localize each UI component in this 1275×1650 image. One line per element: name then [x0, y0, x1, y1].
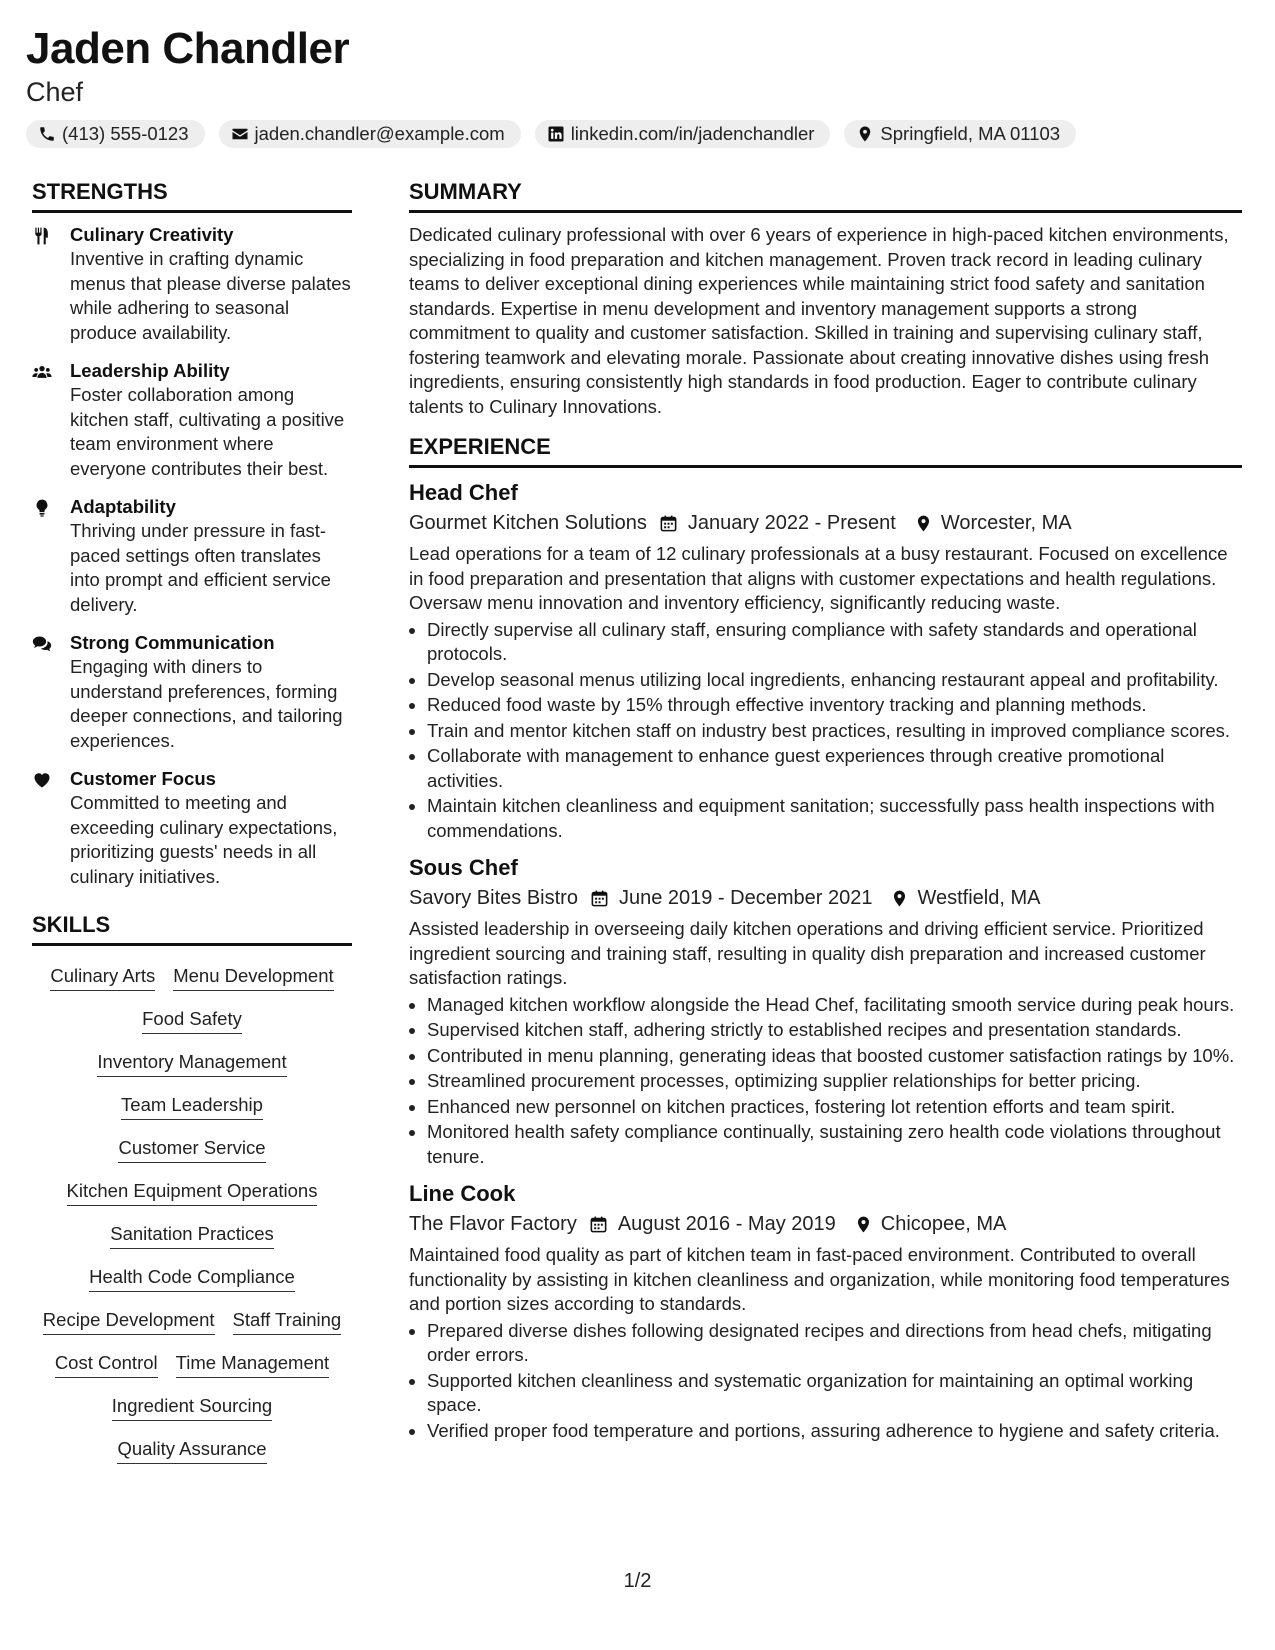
comments-icon [32, 634, 52, 654]
job-bullets [409, 993, 1242, 1170]
job-location: Westfield, MA [917, 887, 1041, 909]
strength-title: Leadership Ability [70, 360, 230, 381]
job-desc: Maintained food quality as part of kitchen team in fast-paced environment. Contributed to overall functionality by assisting in kitchen cleanliness and organization, while monitoring food temperatures and portion sizes according to standards. [409, 1244, 1230, 1314]
location-pin-icon [914, 514, 933, 533]
job-location: Worcester, MA [940, 512, 1072, 534]
envelope-icon [231, 125, 249, 143]
contact-linkedin-text: linkedin.com/in/jadenchandler [570, 123, 815, 144]
skill-tag: Kitchen Equipment Operations [67, 1179, 318, 1206]
job-bullet: • Collaborate with management to enhance guest experiences through creative promotional activities. [427, 744, 1242, 793]
job-meta [409, 508, 1242, 538]
resume-header [26, 22, 1249, 148]
location-pin-icon [854, 1215, 873, 1234]
experience-title: EXPERIENCE [409, 433, 1242, 468]
skill-tag: Recipe Development [43, 1308, 215, 1335]
job-bullets [409, 618, 1242, 844]
skill-row [32, 1093, 352, 1120]
skill-row [32, 1050, 352, 1077]
skill-tag: Team Leadership [121, 1093, 263, 1120]
job-bullet: • Enhanced new personnel on kitchen practices, fostering lot retention efforts and team spirit. [427, 1095, 1242, 1120]
skill-tag: Culinary Arts [50, 964, 155, 991]
job-title: Line Cook [409, 1181, 516, 1206]
strength-item [32, 359, 352, 481]
job-bullet: • Monitored health safety compliance continually, sustaining zero health code violations throughout tenure. [427, 1120, 1242, 1169]
skill-row [32, 1136, 352, 1163]
skill-row [32, 1437, 352, 1464]
strength-desc: Inventive in crafting dynamic menus that please diverse palates while adhering to seasonal produce availability. [70, 248, 351, 343]
skill-tag: Cost Control [55, 1351, 158, 1378]
job-bullet: • Managed kitchen workflow alongside the Head Chef, facilitating smooth service during peak hours. [427, 993, 1242, 1018]
strength-title: Strong Communication [70, 632, 275, 653]
job-bullets [409, 1319, 1242, 1444]
job-dates: June 2019 - December 2021 [618, 887, 873, 909]
skill-row [32, 1007, 352, 1034]
phone-icon [38, 125, 56, 143]
strength-desc: Committed to meeting and exceeding culinary expectations, prioritizing guests' needs in all culinary initiatives. [70, 792, 338, 887]
summary-title: SUMMARY [409, 178, 1242, 213]
skill-row [32, 1265, 352, 1292]
job-title: Head Chef [409, 480, 518, 505]
contact-phone[interactable] [26, 120, 205, 148]
skill-tag: Food Safety [142, 1007, 242, 1034]
calendar-icon [659, 514, 678, 533]
location-pin-icon [890, 889, 909, 908]
skill-tag: Customer Service [118, 1136, 265, 1163]
job-company: The Flavor Factory [409, 1213, 577, 1235]
contact-bar [26, 120, 1249, 148]
skill-tag: Ingredient Sourcing [112, 1394, 272, 1421]
strength-desc: Engaging with diners to understand preferences, forming deeper connections, and tailoring experiences. [70, 656, 343, 751]
job-bullet: • Train and mentor kitchen staff on industry best practices, resulting in improved compliance scores. [427, 719, 1242, 744]
skills-title: SKILLS [32, 911, 352, 946]
job-title: Sous Chef [409, 855, 518, 880]
skill-tag: Quality Assurance [117, 1437, 266, 1464]
skill-tag: Menu Development [173, 964, 333, 991]
skills-section [32, 911, 352, 1464]
strength-item [32, 223, 352, 345]
job-bullet: • Develop seasonal menus utilizing local ingredients, enhancing restaurant appeal and profitability. [427, 668, 1242, 693]
calendar-icon [590, 889, 609, 908]
job-bullet: • Reduced food waste by 15% through effective inventory tracking and planning methods. [427, 693, 1242, 718]
strength-title: Culinary Creativity [70, 224, 234, 245]
skill-tag: Inventory Management [97, 1050, 286, 1077]
skill-tag: Staff Training [233, 1308, 342, 1335]
page-number: 1/2 [623, 1570, 652, 1592]
job-meta [409, 883, 1242, 913]
right-column [409, 178, 1242, 1453]
job-bullet: • Streamlined procurement processes, optimizing supplier relationships for better pricing. [427, 1069, 1242, 1094]
heart-icon [32, 770, 52, 790]
contact-location-text: Springfield, MA 01103 [880, 123, 1061, 144]
strength-item [32, 495, 352, 617]
job-bullet: • Prepared diverse dishes following designated recipes and directions from head chefs, mitigating order errors. [427, 1319, 1242, 1368]
strength-desc: Foster collaboration among kitchen staff, cultivating a positive team environment where everyone contributes their best. [70, 384, 345, 479]
contact-phone-text: (413) 555-0123 [62, 123, 189, 144]
utensils-icon [32, 226, 52, 246]
left-column [32, 178, 352, 1480]
job-entry [409, 1179, 1242, 1443]
job-location: Chicopee, MA [880, 1213, 1007, 1235]
strength-title: Customer Focus [70, 768, 216, 789]
skill-tag: Health Code Compliance [89, 1265, 295, 1292]
contact-location [844, 120, 1076, 148]
calendar-icon [589, 1215, 608, 1234]
job-entry [409, 853, 1242, 1169]
candidate-role: Chef [26, 77, 84, 107]
job-dates: January 2022 - Present [687, 512, 896, 534]
strength-desc: Thriving under pressure in fast-paced settings often translates into prompt and efficient service delivery. [70, 520, 331, 615]
job-bullet: • Supported kitchen cleanliness and systematic organization for maintaining an optimal working space. [427, 1369, 1242, 1418]
summary-text: Dedicated culinary professional with over 6 years of experience in high-paced kitchen environments, specializing in food preparation and kitchen management. Proven track record in leading culinary teams to deliver exceptional dining experiences while maintaining strict food safety and sanitation standards. Expertise in menu development and inventory management supports a strong commitment to quality and customer satisfaction. Skilled in training and supervising culinary staff, fostering teamwork and elevating morale. Passionate about creating innovative dishes using fresh ingredients, ensuring consistently high standards in food production. Eager to contribute culinary talents to Culinary Innovations. [409, 224, 1229, 417]
strength-item [32, 767, 352, 889]
contact-email-text: jaden.chandler@example.com [254, 123, 505, 144]
job-bullet: • Verified proper food temperature and portions, assuring adherence to hygiene and safety criteria. [427, 1419, 1242, 1444]
strength-item [32, 631, 352, 753]
job-dates: August 2016 - May 2019 [617, 1213, 836, 1235]
job-meta [409, 1209, 1242, 1239]
job-bullet: • Maintain kitchen cleanliness and equipment sanitation; successfully pass health inspections with commendations. [427, 794, 1242, 843]
strengths-title: STRENGTHS [32, 178, 352, 213]
skill-tag: Sanitation Practices [110, 1222, 274, 1249]
contact-email[interactable] [219, 120, 521, 148]
skill-row [32, 964, 352, 991]
skill-row [32, 1222, 352, 1249]
job-desc: Assisted leadership in overseeing daily kitchen operations and driving efficient service. Prioritized ingredient sourcing and training staff, resulting in quality dish preparation and increased customer satisfaction ratings. [409, 918, 1206, 988]
candidate-name: Jaden Chandler [26, 24, 350, 73]
job-company: Savory Bites Bistro [409, 887, 578, 909]
linkedin-icon [547, 125, 565, 143]
location-pin-icon [856, 125, 874, 143]
job-company: Gourmet Kitchen Solutions [409, 512, 647, 534]
skill-tag: Time Management [176, 1351, 330, 1378]
skill-row [32, 1179, 352, 1206]
job-bullet: • Directly supervise all culinary staff, ensuring compliance with safety standards and operational protocols. [427, 618, 1242, 667]
job-entry [409, 478, 1242, 843]
job-bullet: • Contributed in menu planning, generating ideas that boosted customer satisfaction ratings by 10%. [427, 1044, 1242, 1069]
skill-row [32, 1308, 352, 1335]
job-desc: Lead operations for a team of 12 culinary professionals at a busy restaurant. Focused on excellence in food preparation and presentation that aligns with customer expectations and health regulations. Oversaw menu innovation and inventory efficiency, significantly reducing waste. [409, 543, 1228, 613]
contact-linkedin[interactable] [535, 120, 831, 148]
strength-title: Adaptability [70, 496, 176, 517]
users-icon [32, 362, 52, 382]
lightbulb-icon [32, 498, 52, 518]
skill-row [32, 1394, 352, 1421]
skill-row [32, 1351, 352, 1378]
job-bullet: • Supervised kitchen staff, adhering strictly to established recipes and presentation standards. [427, 1018, 1242, 1043]
